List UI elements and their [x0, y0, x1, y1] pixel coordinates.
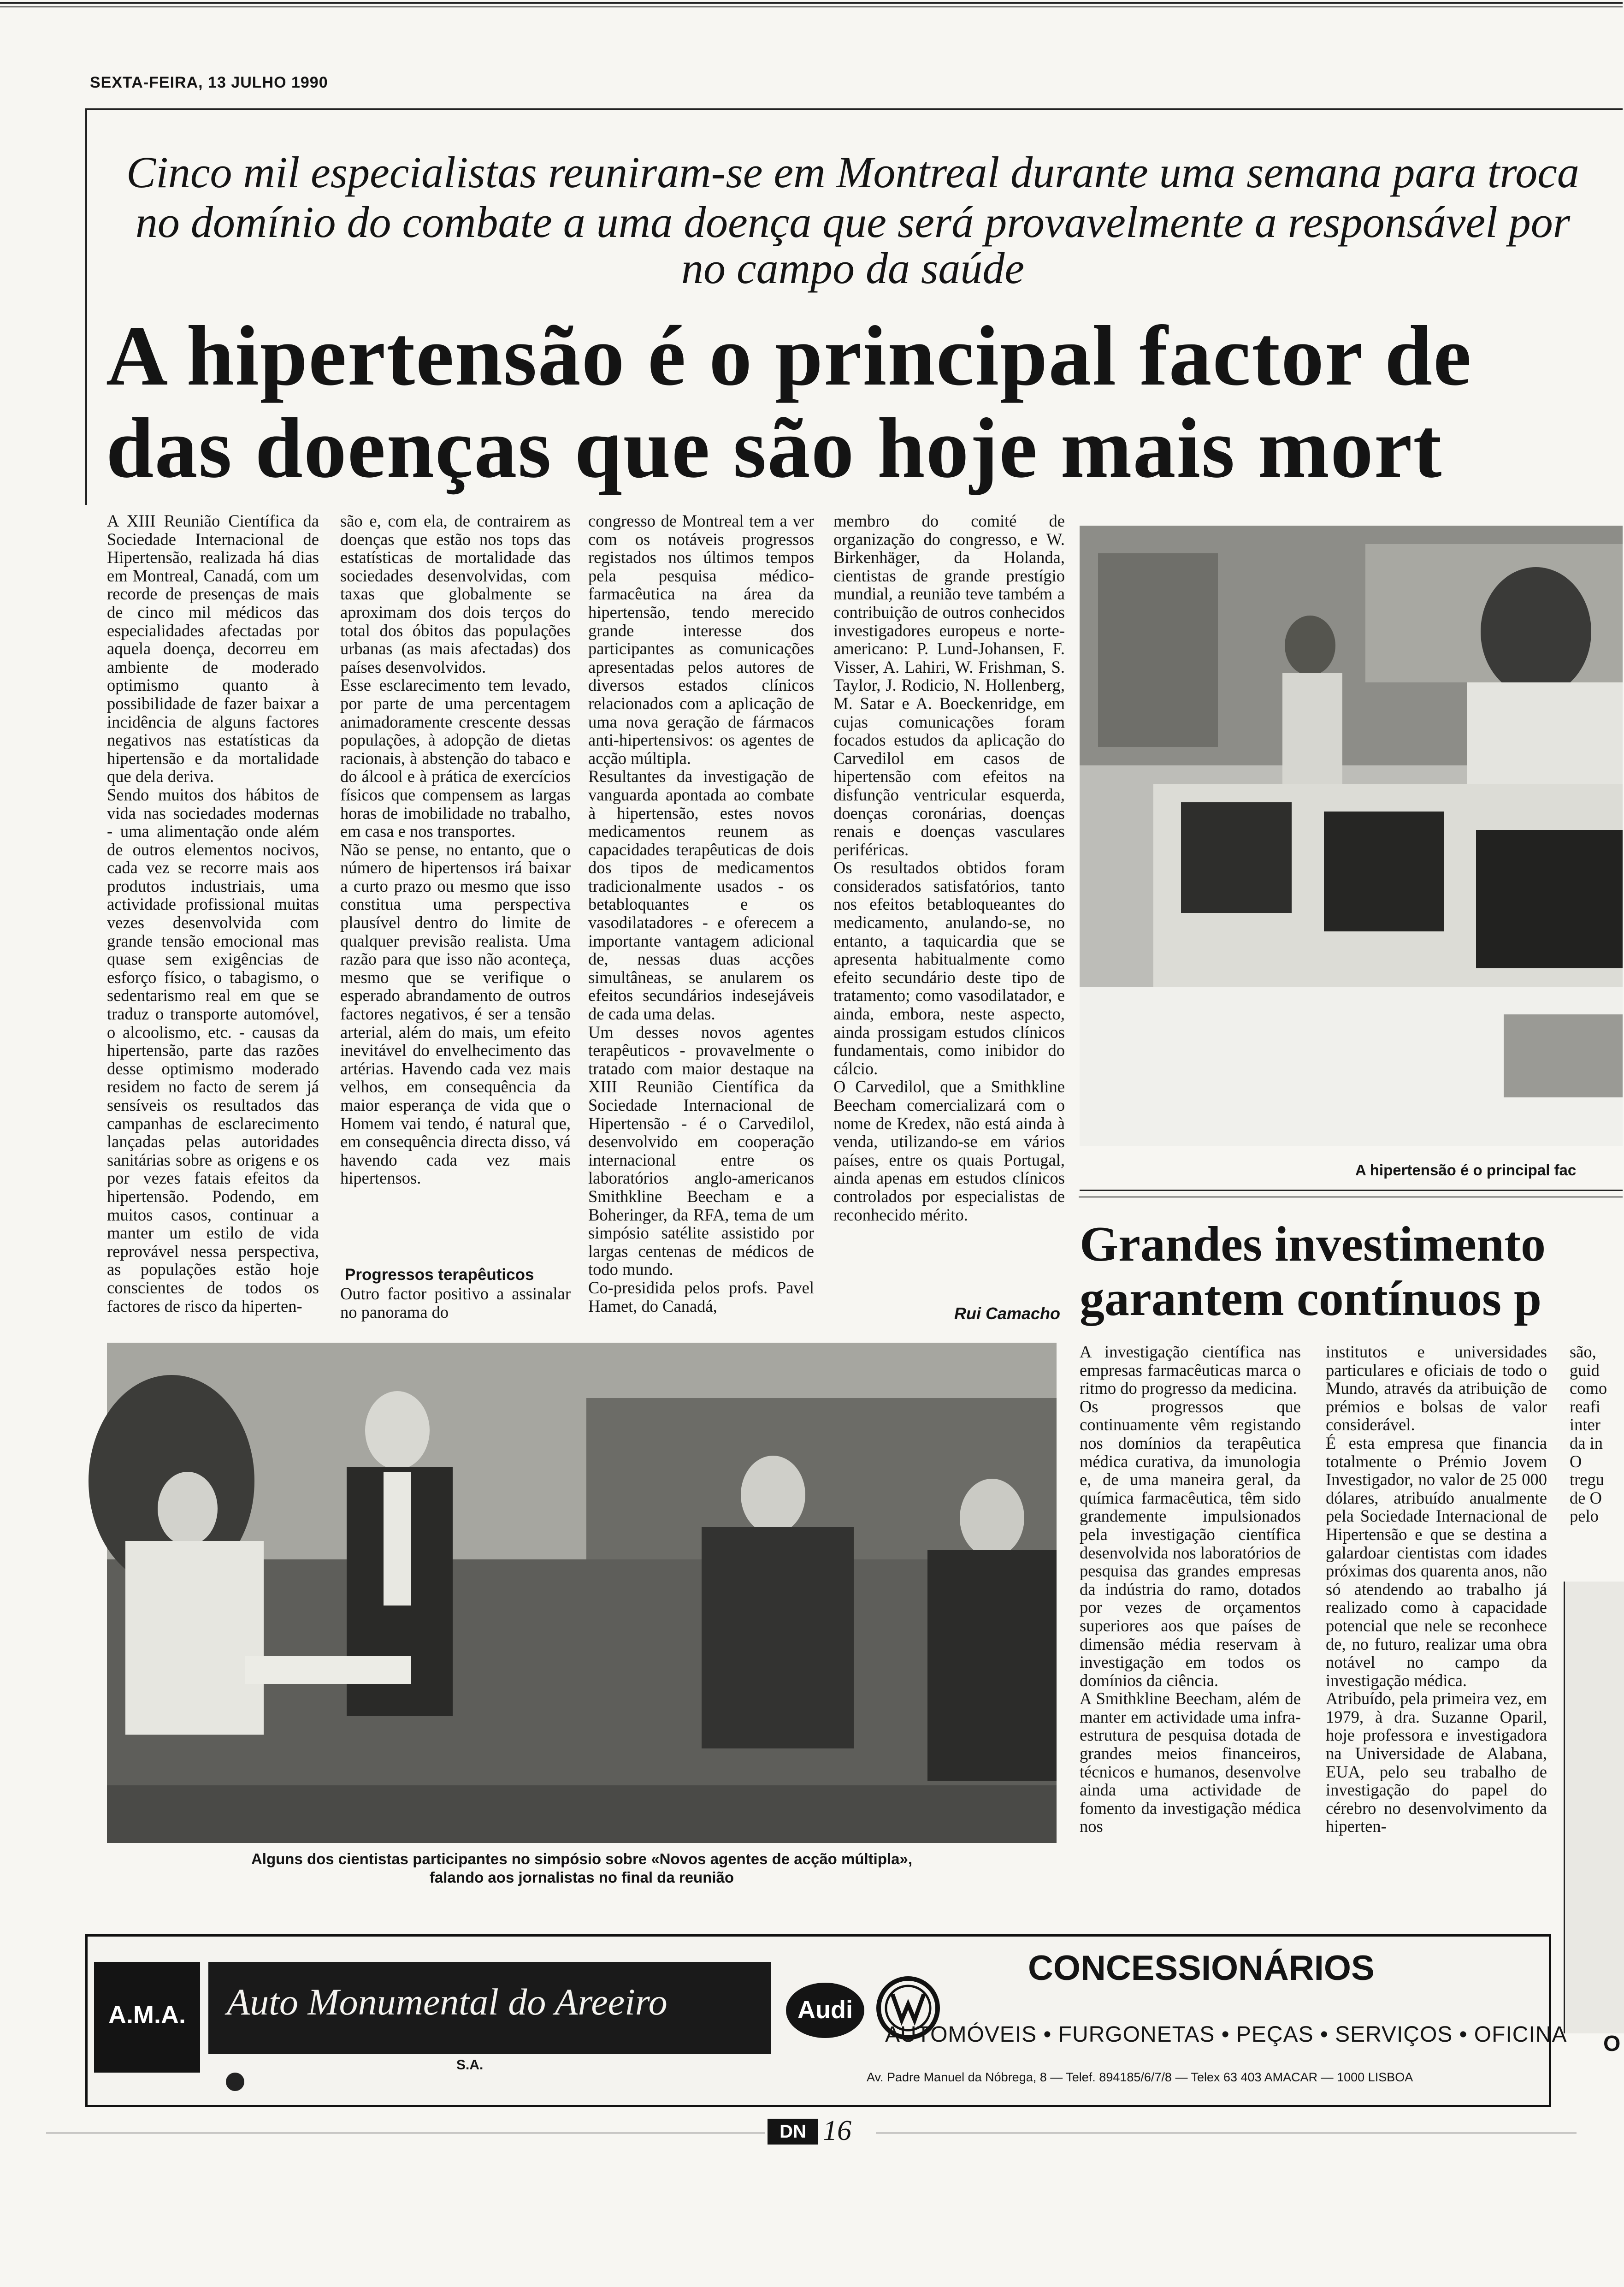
- side-ad-letter: O: [1603, 2032, 1621, 2056]
- subhead-progressos: Progressos terapêuticos: [345, 1266, 534, 1284]
- article-column-2: são e, com ela, de contrairem as doenças que estão nos tops das estatísticas de mortalidade das sociedades desenvolvidas, com taxas que globalmente se aproximam dos dois terços do total dos óbitos das populações urbanas (as mais afectadas) dos países desenvolvidos. Esse esclarecimento tem levado, por parte de uma percentagem animadoramente crescente dessas populações, à adopção de dietas racionais, à abstenção do tabaco e do álcool e à prática de exercícios físicos que compensem as largas horas de imobilidade no trabalho, em casa e nos transportes. Não se pense, no entanto, que o número de hipertensos irá baixar a curto prazo ou mesmo que isso constitua uma perspectiva plausível dentro do limite de qualquer previsão realista. Uma razão para que isso não aconteça, mesmo que se verifique o esperado abrandamento de outros factores negativos, é ser a tensão arterial, além do mais, um efeito inevitável do envelhecimento das artérias. Havendo cada vez mais velhos, em consequência da maior esperança de vida que o Homem vai tendo, é natural que, em consequência directa disso, vá havendo cada vez mais hipertensos.: [340, 511, 571, 1188]
- photo-scientists-caption-line-1: Alguns dos cientistas participantes no simpósio sobre «Novos agentes de acção múltipla»,: [251, 1850, 913, 1867]
- article-column-1: A XIII Reunião Científica da Sociedade Internacional de Hipertensão, realizada há dias em Montreal, Canadá, com um recorde de presenças de mais de cinco mil médicos das especialidades afectadas por aquela doença, decorreu em ambiente de moderado optimismo quanto à possibilidade de fazer baixar a incidência de alguns factores negativos nas estatísticas da hipertensão e da mortalidade que dela deriva. Sendo muitos dos hábitos de vida nas sociedades modernas - uma alimentação onde além de outros elementos nocivos, cada vez se recorre mais aos produtos industriais, uma actividade profissional muitas vezes desenvolvida com grande tensão emocional mas quase sem exigências de esforço físico, o tabagismo, o sedentarismo real em que se traduz o transporte automóvel, o alcoolismo, etc. - causas da hipertensão, parte das razões desse optimismo moderado residem no facto de serem já sensíveis os resultados das campanhas de esclarecimento lançadas pelas autoridades sanitárias sobre as origens e os por vezes fatais efeitos da hipertensão. Podendo, em muitos casos, continuar a manter um estilo de vida reprovável nessa perspectiva, as populações estão hoje conscientes de todos os factores de risco da hiperten-: [107, 511, 319, 1315]
- dealer-name: Auto Monumental do Areeiro: [227, 1981, 667, 2023]
- photo-lab-illustration: [1080, 526, 1623, 1146]
- page-date: SEXTA-FEIRA, 13 JULHO 1990: [90, 74, 328, 91]
- kicker-line-1: Cinco mil especialistas reuniram-se em Montreal durante uma semana para troca: [126, 148, 1579, 197]
- dealer-suffix: S.A.: [456, 2057, 484, 2073]
- second-article-column-3: são, guid como reafi inter da in O tregu de O pelo: [1570, 1342, 1607, 1526]
- article-column-4: membro do comité de organização do congresso, e W. Birkenhäger, da Holanda, cientistas de grande prestígio mundial, a reunião teve também a contribuição de outros conhecidos investigadores europeus e norte-americano: P. Lund-Johansen, F. Visser, A. Lahiri, W. Frishman, S. Taylor, J. Rodicio, N. Hollenberg, M. Satar e A. Boeckenridge, em cujas comunicações foram focados estudos da aplicação do Carvedilol em casos de hipertensão com efeitos na disfunção ventricular esquerda, doenças coronárias, doenças renais e doenças vasculares periféricas. Os resultados obtidos foram considerados satisfatórios, tanto nos efeitos betabloqueantes do medicamento, anulando-se, no entanto, a taquicardia que se apresenta habitualmente como efeito secundário deste tipo de tratamento; como vasodilatador, e ainda, embora, neste aspecto, ainda prossigam estudos clínicos fundamentais, como inibidor do cálcio. O Carvedilol, que a Smithkline Beecham comercializará com o nome de Kredex, não está ainda à venda, utilizando-se em vários países, entre os quais Portugal, ainda apenas em estudos clínicos controlados por especialistas de reconhecido mérito.: [833, 511, 1065, 1224]
- top-rule: [0, 2, 1623, 4]
- ad-services: AUTOMÓVEIS • FURGONETAS • PEÇAS • SERVIÇOS • OFICINA: [885, 2022, 1567, 2047]
- second-article-column-1: A investigação científica nas empresas farmacêuticas marca o ritmo do progresso da medicina. Os progressos que continuamente vêm registando nos domínios da terapêutica médica curativa, da imunologia e, de uma maneira geral, da química farmacêutica, têm sido grandemente impulsionados pela investigação científica desenvolvida nos laboratórios de pesquisa das grandes empresas da indústria do ramo, dotados por vezes de orçamentos superiores aos que países de dimensão média reservam à investigação em todos os domínios da ciência. A Smithkline Beecham, além de manter em actividade uma infra-estrutura de pesquisa dotada de grandes meios financeiros, técnicos e humanos, desenvolve ainda uma actividade de fomento da investigação médica nos: [1080, 1342, 1301, 1836]
- dealer-name-banner: [208, 1962, 771, 2054]
- audi-logo-text: Audi: [797, 1996, 853, 2024]
- ama-badge-text: A.M.A.: [108, 2001, 186, 2029]
- advertisement-box: [85, 1934, 1567, 2107]
- page-number: 16: [823, 2115, 851, 2146]
- kicker-line-3: no campo da saúde: [681, 243, 1024, 293]
- top-rule-thin: [0, 6, 1623, 7]
- ama-badge: [94, 1962, 200, 2073]
- photo-lab: [1080, 526, 1623, 1146]
- ad-title: CONCESSIONÁRIOS: [1028, 1949, 1375, 1988]
- second-headline-line-1: Grandes investimento: [1080, 1217, 1546, 1272]
- photo-scientists-illustration: [107, 1343, 1057, 1843]
- date-rule: [85, 108, 1623, 110]
- publication-logo-text: DN: [780, 2121, 806, 2142]
- ad-address: Av. Padre Manuel da Nóbrega, 8 — Telef. 894185/6/7/8 — Telex 63 403 AMACAR — 1000 LISBOA: [867, 2070, 1413, 2084]
- audi-logo: [786, 1983, 864, 2038]
- byline: Rui Camacho: [954, 1304, 1060, 1323]
- headline-line-1: A hipertensão é o principal factor de: [106, 308, 1472, 403]
- second-headline-line-2: garantem contínuos p: [1080, 1271, 1542, 1326]
- photo-scientists: [107, 1343, 1057, 1843]
- kicker-line-2: no domínio do combate a uma doença que será provavelmente a responsável por: [135, 197, 1571, 247]
- headline-line-2: das doenças que são hoje mais mort: [106, 401, 1443, 496]
- article-column-2-tail: Outro factor positivo a assinalar no panorama do: [340, 1284, 571, 1321]
- side-ad-fragment: [1564, 1582, 1624, 2033]
- article-column-3: congresso de Montreal tem a ver com os notáveis progressos registados nos últimos tempos pela pesquisa médico-farmacêutica na área da hipertensão, tendo merecido grande interesse dos participantes as comunicações apresentadas pelos autores de diversos estados clínicos relacionados com a aplicação de uma nova geração de fármacos anti-hipertensivos: os agentes de acção múltipla. Resultantes da investigação de vanguarda apontada ao combate à hipertensão, estes novos medicamentos reunem as capacidades terapêuticas de dois dos tipos de medicamentos tradicionalmente usados - os betabloquantes e os vasodilatadores - e oferecem a importante vantagem adicional de, nessas duas acções simultâneas, se anularem os efeitos secundários indesejáveis de cada uma delas. Um desses novos agentes terapêuticos - provavelmente o tratado com maior destaque na XIII Reunião Científica da Sociedade Internacional de Hipertensão - é o Carvedilol, desenvolvido em cooperação internacional entre os laboratórios anglo-americanos Smithkline Beecham e a Boheringer, da RFA, tema de um simpósio satélite assistido por largas centenas de médicos de todo mundo. Co-presidida pelos profs. Pavel Hamet, do Canadá,: [588, 511, 814, 1315]
- dealer-emblem-icon: [226, 2073, 244, 2091]
- caption-rule: [1080, 1190, 1623, 1191]
- second-article-column-2: institutos e universidades particulares e oficiais de todo o Mundo, através da atribuição de prémios e bolsas de valor considerável. É esta empresa que financia totalmente o Prémio Jovem Investigador, no valor de 25 000 dólares, atribuído anualmente pela Sociedade Internacional de Hipertensão e que se destina a galardoar cientistas com idades próximas dos quarenta anos, não só atendendo ao trabalho já realizado como à capacidade potencial que nele se reconhece de, no futuro, realizar uma obra notável no campo da investigação médica. Atribuído, pela primeira vez, em 1979, à dra. Suzanne Oparil, hoje professora e investigadora na Universidade de Alabana, EUA, pelo seu trabalho de investigação do papel do cérebro no desenvolvimento da hiperten-: [1326, 1342, 1547, 1836]
- photo-scientists-caption-line-2: falando aos jornalistas no final da reunião: [429, 1869, 734, 1886]
- publication-logo: [768, 2119, 818, 2145]
- photo-lab-caption: A hipertensão é o principal fac: [1355, 1161, 1577, 1179]
